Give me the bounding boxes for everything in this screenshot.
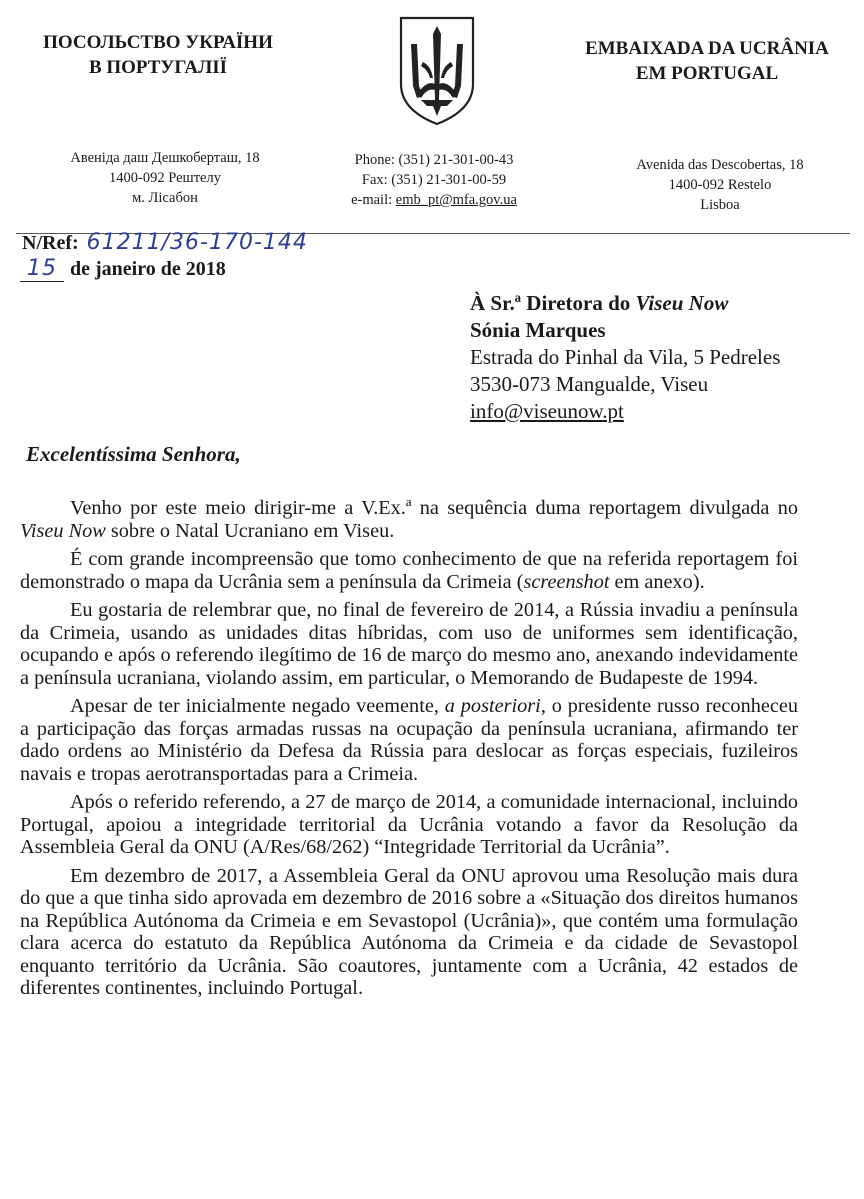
body-paragraph: Em dezembro de 2017, a Assembleia Geral da ONU aprovou uma Resolução mais dura do que a que tinha sido aprovada em dezembro de 2016 sobre a «Situação dos direitos humanos na República Autónoma da Crimeia e em Sevastopol (Ucrânia)», que contém uma formulação clara acerca do estatuto da República Autónoma da Crimeia e da cidade de Sevastopol enquanto território da Ucrânia. São coautores, juntamente com a Ucrânia, 42 estados de diferentes continentes, incluindo Portugal.: [20, 864, 798, 999]
embassy-email-link[interactable]: emb_pt@mfa.gov.ua: [395, 192, 517, 208]
body-text: Venho por este meio dirigir-me a V.Ex.ª na sequência duma reportagem divulgada no: [70, 497, 798, 519]
reference-line: [22, 230, 308, 255]
recipient-outlet: Viseu Now: [635, 291, 729, 315]
embassy-name-portuguese-line1: EMBAIXADA DA UCRÂNIA: [585, 38, 829, 59]
address-ukrainian-line: м. Лісабон: [132, 190, 198, 206]
body-text: É com grande incompreensão que tomo conhecimento de que na referida reportagem foi demonstrado o mapa da Ucrânia sem a península da Crimeia (: [20, 548, 798, 593]
body-paragraph: [20, 497, 798, 542]
handwritten-day: 15: [20, 256, 64, 282]
address-ukrainian-line: Авеніда даш Дешкоберташ, 18: [70, 150, 260, 166]
body-italic-text: a posteriori: [444, 695, 541, 717]
embassy-name-portuguese: [568, 36, 846, 86]
embassy-name-ukrainian-line1: ПОСОЛЬСТВО УКРАЇНИ: [43, 32, 273, 53]
email-label: e-mail:: [351, 192, 396, 208]
phone-number: Phone: (351) 21-301-00-43: [354, 152, 514, 168]
recipient-name: Sónia Marques: [470, 318, 606, 342]
letter-date: [20, 256, 226, 282]
embassy-name-portuguese-line2: EM PORTUGAL: [635, 63, 779, 84]
body-text: Apesar de ter inicialmente negado veemente,: [70, 695, 445, 717]
recipient-title: [470, 290, 780, 317]
recipient-title-prefix: À Sr.ª Diretora do: [470, 291, 636, 315]
reference-label: N/Ref:: [22, 232, 79, 254]
body-paragraph: [20, 548, 798, 593]
body-paragraph: Após o referido referendo, a 27 de março de 2014, a comunidade internacional, incluindo Portugal, apoiou a integridade territorial da Ucrânia votando a favor da Resolução da Assembleia Geral da ONU (A/Res/68/262) “Integridade Territorial da Ucrânia”.: [20, 791, 798, 858]
fax-number: Fax: (351) 21-301-00-59: [361, 172, 507, 188]
address-portuguese-line: Avenida das Descobertas, 18: [636, 157, 804, 173]
address-portuguese-line: 1400-092 Restelo: [668, 177, 772, 193]
email-line: [318, 190, 550, 210]
body-text: em anexo).: [609, 570, 705, 593]
ukraine-trident-emblem-icon: [397, 14, 477, 128]
body-paragraph: [20, 695, 798, 785]
body-text: sobre o Natal Ucraniano em Viseu.: [105, 519, 395, 542]
letter-body: [20, 497, 798, 1000]
recipient-city: 3530-073 Mangualde, Viseu: [470, 372, 709, 396]
date-text: de janeiro de 2018: [70, 258, 226, 280]
contact-block: [318, 150, 550, 210]
recipient-email-link[interactable]: info@viseunow.pt: [470, 399, 624, 423]
handwritten-reference-number: 61211/36-170-144: [86, 230, 308, 255]
body-text: , o presidente russo reconheceu a participação das forças armadas russas na ocupação da península ucraniana, afirmando ter dado ordens ao Ministério da Defesa da Rússia para deslocar as forças especiais, fuzileiros navais e tropas aerotransportadas para a Crimeia.: [20, 695, 799, 785]
recipient-street: Estrada do Pinhal da Vila, 5 Pedreles: [470, 345, 781, 369]
body-paragraph: Eu gostaria de relembrar que, no final de fevereiro de 2014, a Rússia invadiu a península da Crimeia, usando as unidades ditas híbridas, com uso de uniformes sem identificação, ocupando e após o referendo ilegítimo de 16 de março do mesmo ano, anexando indevidamente a península ucraniana, violando assim, em particular, o Memorando de Budapeste de 1994.: [20, 599, 798, 689]
salutation: Excelentíssima Senhora,: [26, 442, 241, 466]
address-portuguese-line: Lisboa: [700, 197, 740, 213]
embassy-name-ukrainian-line2: В ПОРТУГАЛІЇ: [88, 57, 228, 78]
body-italic-text: screenshot: [523, 570, 610, 593]
body-italic-text: Viseu Now: [20, 519, 106, 542]
recipient-block: [470, 290, 780, 425]
address-ukrainian-line: 1400-092 Рештелу: [109, 170, 221, 186]
address-ukrainian: [30, 148, 300, 208]
address-portuguese: [610, 155, 830, 215]
embassy-name-ukrainian: [22, 30, 294, 80]
